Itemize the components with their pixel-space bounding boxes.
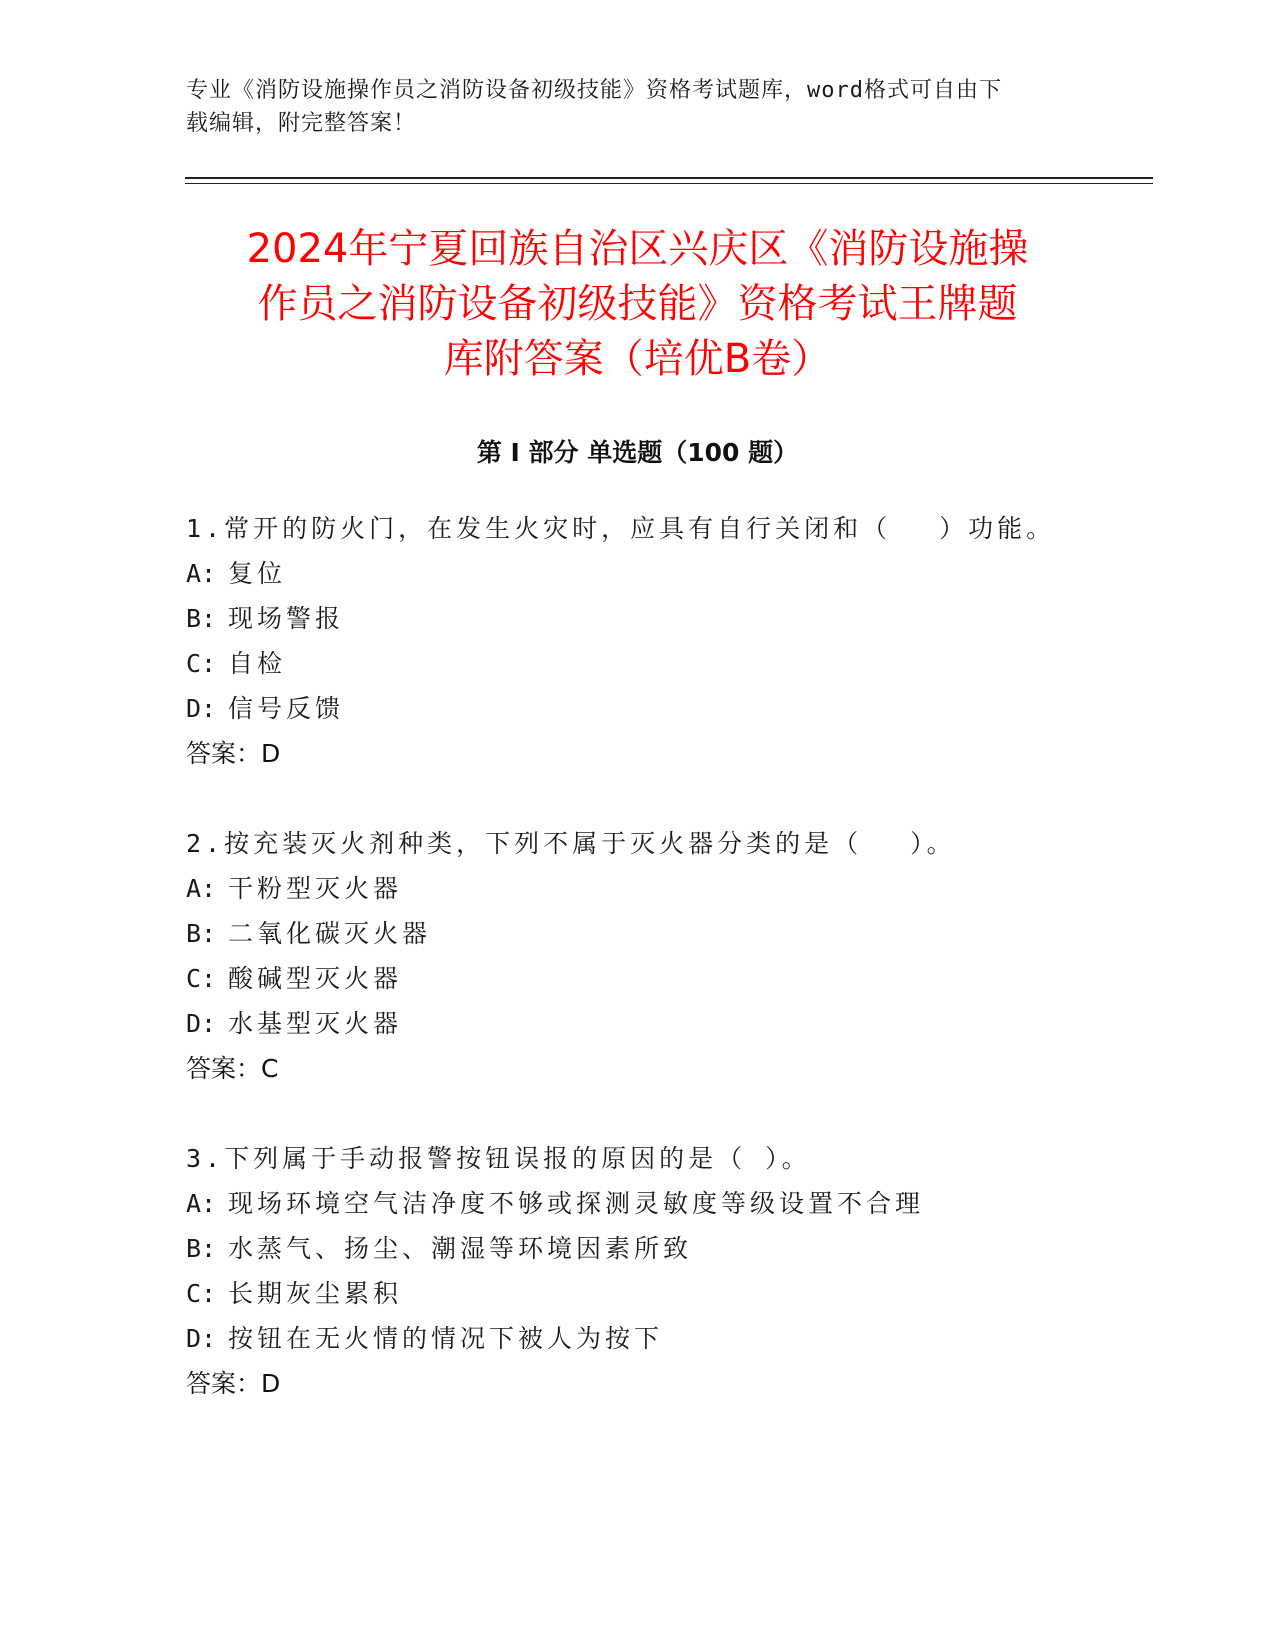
option-letter: A: [186, 874, 217, 903]
option-text: 信号反馈 [228, 694, 345, 723]
option-c [186, 1271, 1146, 1316]
option-d [186, 1316, 1146, 1361]
header-rule-thin [185, 183, 1153, 184]
option-letter: D: [186, 1324, 217, 1353]
option-text: 自检 [228, 649, 287, 678]
option-b [186, 911, 1146, 956]
option-text: 干粉型灭火器 [228, 874, 403, 903]
option-c [186, 956, 1146, 1001]
option-letter: D: [186, 694, 217, 723]
option-text: 二氧化碳灭火器 [228, 919, 432, 948]
option-c [186, 641, 1146, 686]
option-letter: A: [186, 1189, 217, 1218]
question-2 [186, 821, 1146, 1091]
option-letter: C: [186, 964, 217, 993]
option-text: 长期灰尘累积 [228, 1279, 403, 1308]
question-stem: 2.按充装灭火剂种类，下列不属于灭火器分类的是（ ）。 [186, 829, 956, 858]
question-1 [186, 506, 1146, 776]
option-a [186, 866, 1146, 911]
answer: 答案：C [186, 1054, 279, 1083]
section-heading: 第 I 部分 单选题（100 题） [476, 438, 799, 467]
option-text: 按钮在无火情的情况下被人为按下 [228, 1324, 664, 1353]
option-letter: C: [186, 1279, 217, 1308]
document-title-line-1: 2024年宁夏回族自治区兴庆区《消防设施操 [246, 226, 1029, 272]
option-b [186, 596, 1146, 641]
option-text: 现场警报 [228, 604, 345, 633]
option-letter: C: [186, 649, 217, 678]
option-text: 现场环境空气洁净度不够或探测灵敏度等级设置不合理 [228, 1189, 925, 1218]
option-letter: B: [186, 604, 217, 633]
option-letter: D: [186, 1009, 217, 1038]
option-a [186, 551, 1146, 596]
answer: 答案：D [186, 1369, 281, 1398]
header-note [186, 74, 1086, 140]
option-letter: B: [186, 919, 217, 948]
header-note-line-1: 专业《消防设施操作员之消防设备初级技能》资格考试题库，word格式可自由下 [186, 78, 1002, 103]
option-text: 复位 [228, 559, 287, 588]
option-a [186, 1181, 1146, 1226]
option-text: 水基型灭火器 [228, 1009, 403, 1038]
document-title [150, 222, 1125, 387]
option-text: 酸碱型灭火器 [228, 964, 403, 993]
question-stem: 1.常开的防火门，在发生火灾时，应具有自行关闭和（ ）功能。 [186, 514, 1056, 543]
document-title-line-3: 库附答案（培优B卷） [443, 336, 832, 382]
header-rule-thick [185, 177, 1153, 179]
option-b [186, 1226, 1146, 1271]
option-d [186, 1001, 1146, 1046]
answer: 答案：D [186, 739, 281, 768]
option-text: 水蒸气、扬尘、潮湿等环境因素所致 [228, 1234, 693, 1263]
document-title-line-2: 作员之消防设备初级技能》资格考试王牌题 [257, 281, 1018, 327]
option-letter: B: [186, 1234, 217, 1263]
question-3 [186, 1136, 1146, 1406]
option-letter: A: [186, 559, 217, 588]
option-d [186, 686, 1146, 731]
question-stem: 3.下列属于手动报警按钮误报的原因的是（ ）。 [186, 1144, 811, 1173]
header-note-line-2: 载编辑，附完整答案！ [186, 111, 417, 136]
